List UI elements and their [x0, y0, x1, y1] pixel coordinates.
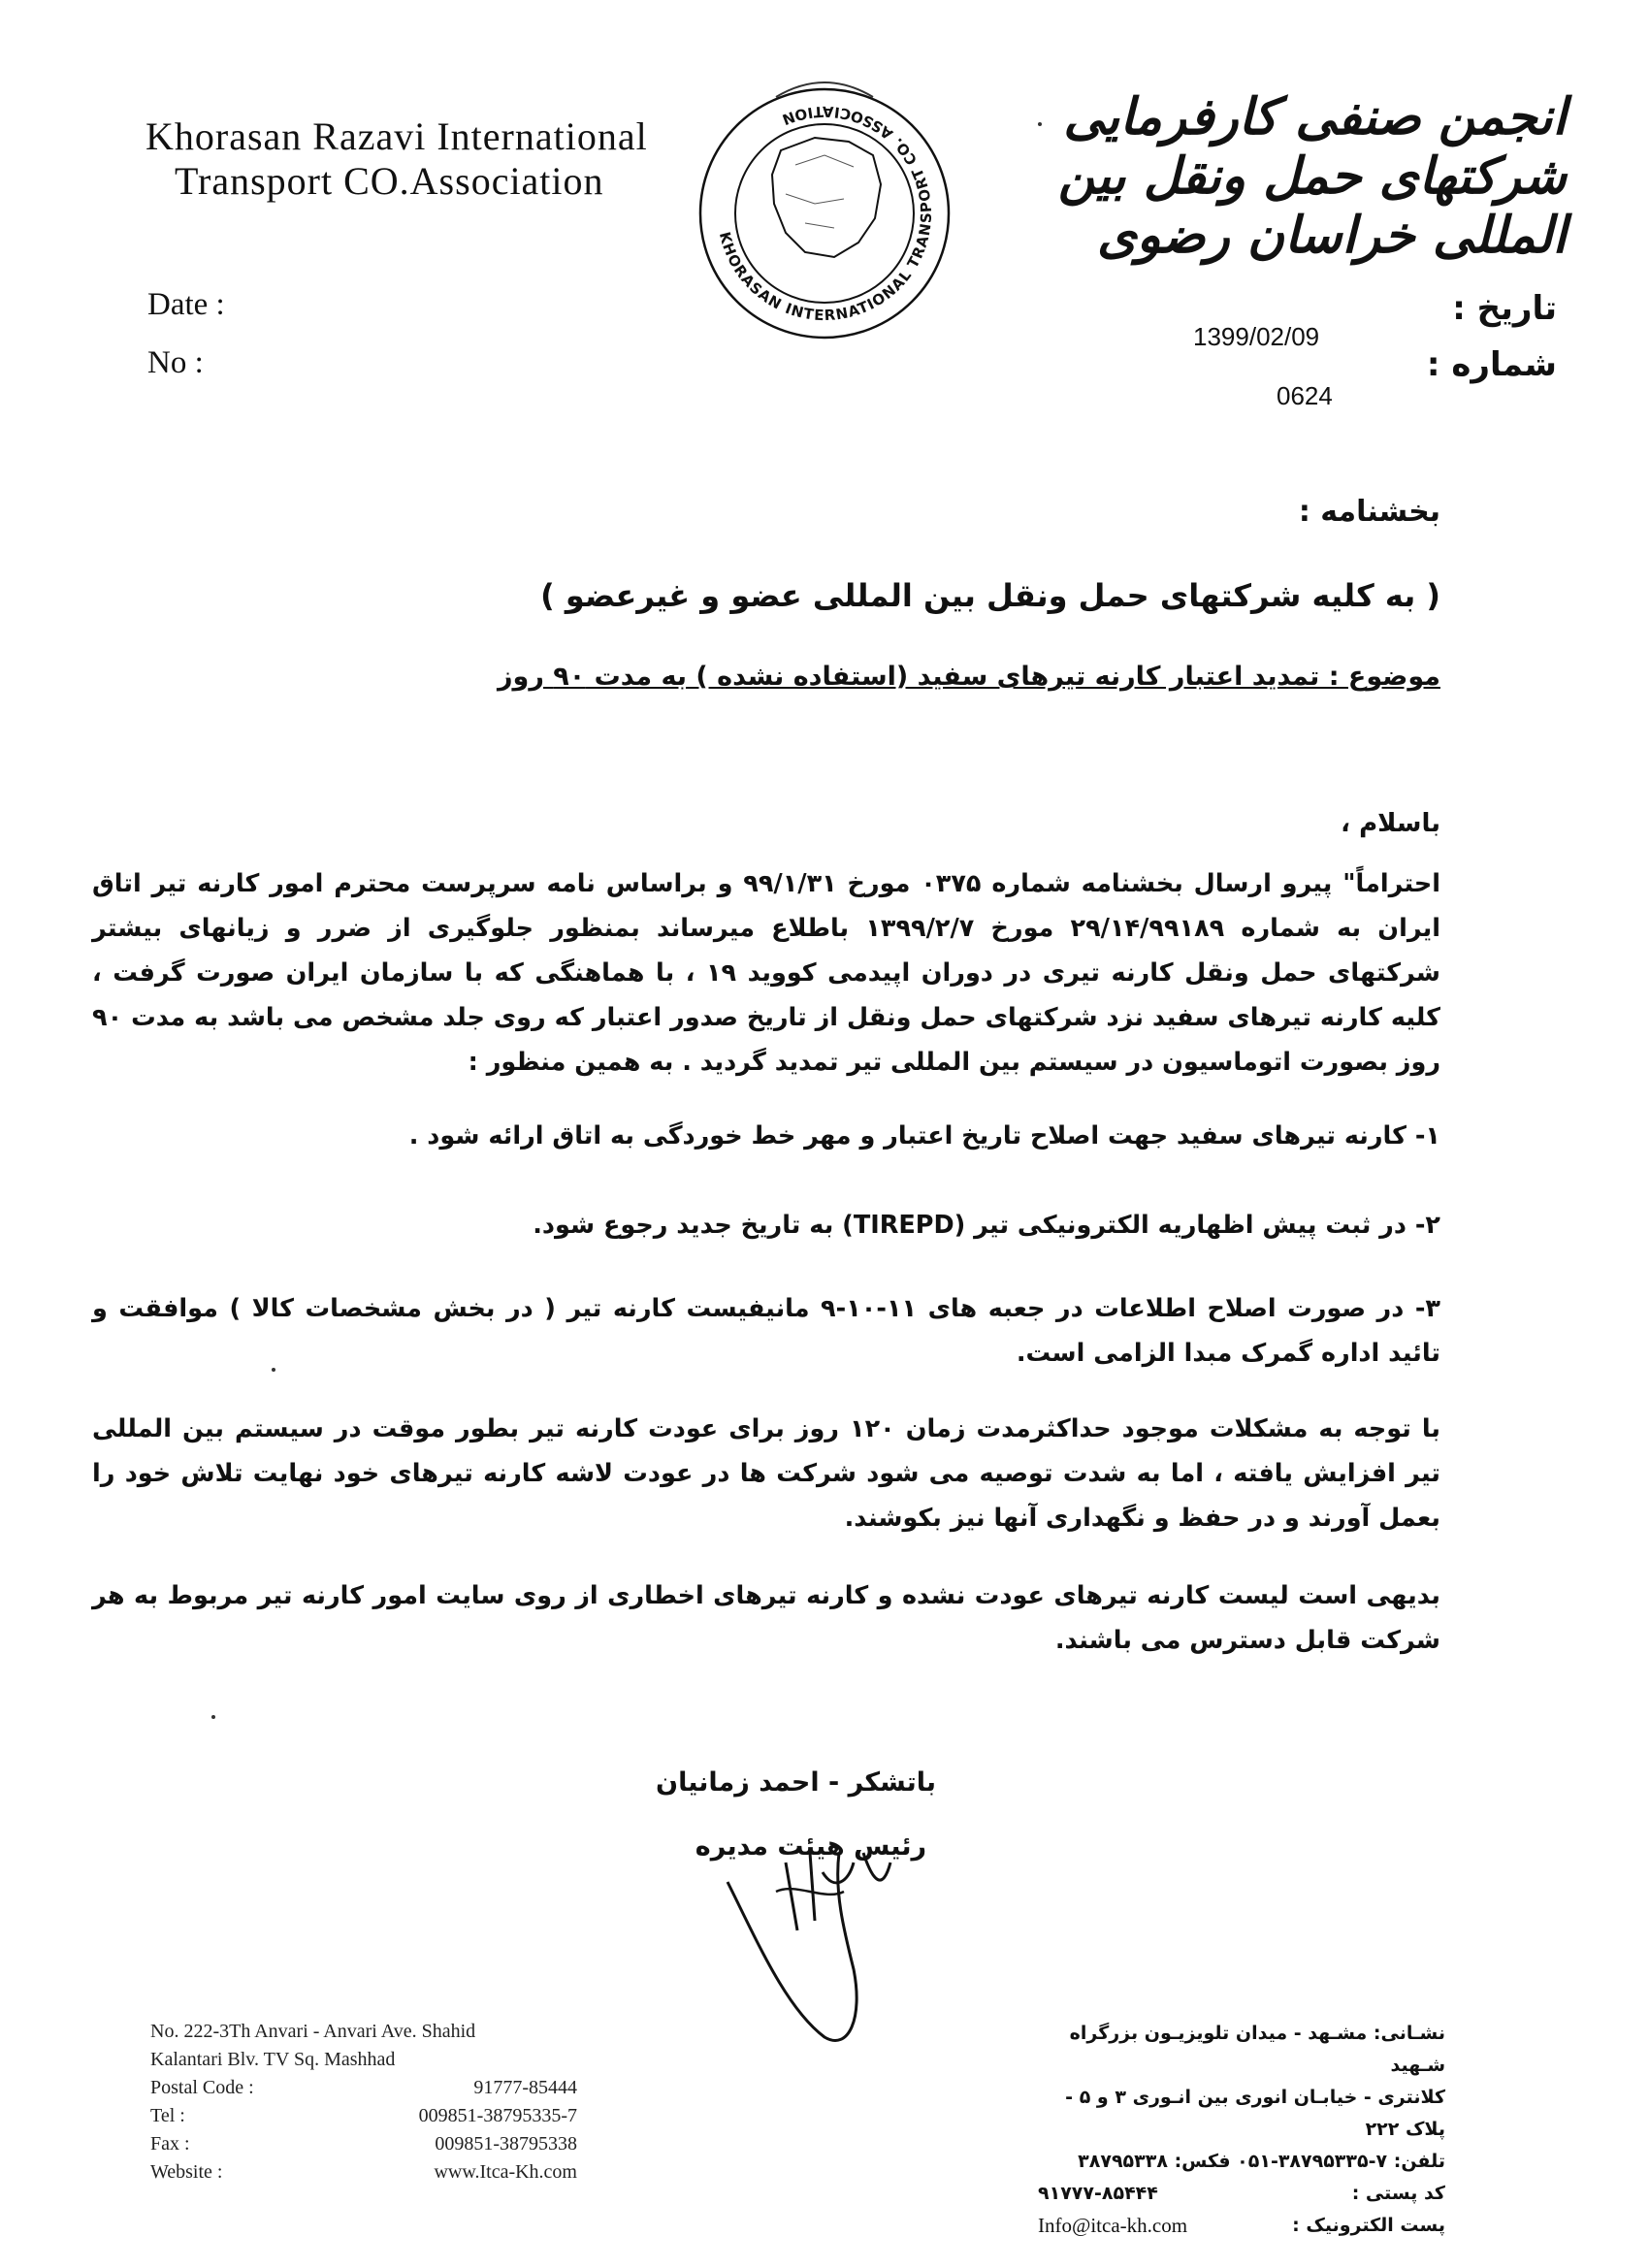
paragraph-list-availability: بدیهی است لیست کارنه تیرهای عودت نشده و کارنه تیرهای اخطاری از روی سایت امور کارنه تیر مربوط به هر شرکت قابل دسترس می باشند. — [92, 1581, 1440, 1655]
signer-title: رئیس هیئت مدیره — [695, 1831, 926, 1862]
postal-value: 91777-85444 — [473, 2077, 577, 2098]
list-item-2: ۲- در ثبت پیش اظهاریه الکترونیکی تیر (TIREPD) به تاریخ جدید رجوع شود. — [533, 1211, 1440, 1240]
subject-line: موضوع : تمدید اعتبار کارنه تیرهای سفید (استفاده نشده ) به مدت ۹۰ روز — [498, 662, 1440, 692]
tel-label: Tel : — [150, 2105, 185, 2126]
date-label-en: Date : — [147, 287, 225, 322]
greeting: باسلام ، — [1341, 809, 1440, 838]
list-item-1: ۱- کارنه تیرهای سفید جهت اصلاح تاریخ اعتبار و مهر خط خوردگی به اتاق ارائه شود . — [408, 1121, 1440, 1150]
footer-fa-address-line2: کلانتری - خیابـان انوری بین انـوری ۳ و ۵ - پلاک ۲۲۲ — [1065, 2087, 1445, 2140]
fax-value: 009851-38795338 — [435, 2133, 577, 2155]
footer-fa-address-line1: نشـانی: مشـهد - میدان تلویزیـون بزرگراه شـهید — [1069, 2023, 1445, 2076]
footer-address-line2: Kalantari Blv. TV Sq. Mashhad — [150, 2049, 396, 2070]
footer-tel-row — [150, 2102, 577, 2130]
footer-fax-row — [150, 2130, 577, 2158]
footer-fa-email-row — [1038, 2210, 1445, 2242]
sign-off: باتشکر - احمد زمانیان — [656, 1767, 936, 1798]
tel-value: 009851-38795335-7 — [418, 2105, 577, 2126]
handwritten-signature — [718, 1824, 902, 2047]
association-logo — [689, 58, 960, 349]
no-label-en: No : — [147, 345, 204, 380]
email-value: Info@itca-kh.com — [1038, 2214, 1188, 2237]
footer-website-row — [150, 2158, 577, 2187]
no-label-fa: شماره : — [1426, 345, 1557, 384]
footer-contact-en — [150, 2018, 577, 2187]
paragraph-return-period: با توجه به مشکلات موجود حداکثرمدت زمان ۱۲۰ روز برای عودت کارنه تیر بطور موقت در سیستم بین المللی تیر افزایش یافته ، اما به شدت توصیه می شود شرکت ها در عودت لاشه کارنه تیرهای خود نهایت تلاش خود را بعمل آورند و در حفظ و نگهداری آنها نیز بکوشند. — [92, 1414, 1440, 1533]
circular-label: بخشنامه : — [1298, 495, 1440, 529]
postal-label: Postal Code : — [150, 2077, 254, 2098]
postal-value-fa: ۹۱۷۷۷-۸۵۴۴۴ — [1038, 2183, 1158, 2204]
footer-fa-postal-row — [1038, 2178, 1445, 2210]
number-value: 0624 — [1277, 381, 1333, 410]
footer-postal-row — [150, 2074, 577, 2102]
org-name-fa: انجمن صنفی کارفرمایی شرکتهای حمل ونقل بین المللی خراسان رضوی — [1057, 87, 1567, 265]
org-name-en-line1: Khorasan Razavi International — [146, 114, 648, 158]
org-name-en-line2: Transport CO.Association — [175, 159, 604, 203]
svg-text:KHORASAN INTERNATIONAL TRANSPO — [716, 103, 935, 324]
email-label-fa: پست الکترونیک : — [1292, 2215, 1445, 2236]
paragraph-intro: احتراماً" پیرو ارسال بخشنامه شماره ۰۳۷۵ مورخ ۹۹/۱/۳۱ و براساس نامه سرپرست محترم امور کارنه تیر اتاق ایران به شماره ۲۹/۱۴/۹۹۱۸۹ مورخ ۱۳۹۹/۲/۷ باطلاع میرساند بمنظور جلوگیری از ضرر و زیانهای بیشتر شرکتهای حمل ونقل کارنه تیری در دوران اپیدمی کووید ۱۹ ، با هماهنگی که با سازمان ایران صورت گرفت ، کلیه کارنه تیرهای سفید نزد شرکتهای حمل ونقل از تاریخ صدور اعتبار که روی جلد مشخص می باشد به مدت ۹۰ روز بصورت اتوماسیون در سیستم بین المللی تیر تمدید گردید . به همین منظور : — [92, 869, 1440, 1077]
postal-label-fa: کد پستی : — [1351, 2183, 1445, 2204]
footer-fa-phone: تلفن: ۷-۳۸۷۹۵۳۳۵-۰۵۱ فکس: ۳۸۷۹۵۳۳۸ — [1078, 2151, 1445, 2172]
website-label: Website : — [150, 2161, 223, 2183]
recipients-line: ( به کلیه شرکتهای حمل ونقل بین المللی عضو و غیرعضو ) — [540, 577, 1440, 614]
list-item-3: ۳- در صورت اصلاح اطلاعات در جعبه های ۱۱-۱۰-۹ مانیفیست کارنه تیر ( در بخش مشخصات کالا ) موافقت و تائید اداره گمرک مبدا الزامی است. — [92, 1294, 1440, 1368]
date-value: 1399/02/09 — [1193, 322, 1320, 351]
stray-mark — [1038, 122, 1042, 126]
date-label-fa: تاریخ : — [1452, 289, 1557, 328]
logo-ring-text: KHORASAN INTERNATIONAL TRANSPORT CO. ASSOCIATION — [715, 102, 936, 325]
footer-address-line1: No. 222-3Th Anvari - Anvari Ave. Shahid — [150, 2021, 476, 2042]
footer-contact-fa — [1038, 2018, 1445, 2242]
stray-mark — [272, 1368, 275, 1372]
fax-label: Fax : — [150, 2133, 190, 2155]
org-name-en — [146, 114, 648, 204]
stray-mark — [211, 1715, 215, 1719]
website-value: www.Itca-Kh.com — [434, 2161, 577, 2183]
